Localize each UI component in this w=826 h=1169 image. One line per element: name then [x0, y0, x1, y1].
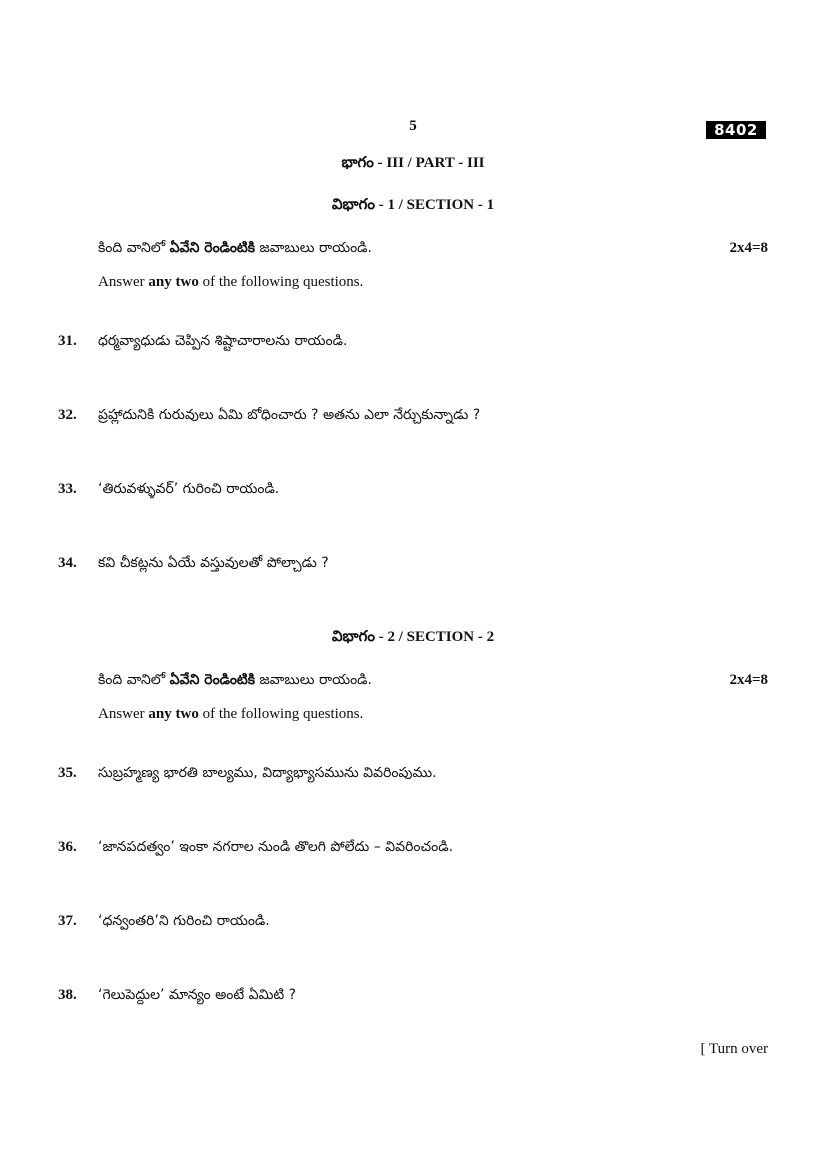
section-2-instruction-english [98, 706, 363, 723]
instruction-bold: any two [148, 706, 199, 722]
question-text: ‘జానపదత్వం’ ఇంకా నగరాల నుండి తొలగి పోలేదు – వివరించండి. [98, 839, 454, 855]
question-number: 34. [58, 555, 77, 571]
question-number: 32. [58, 407, 77, 423]
question-text: ‘తిరువళ్ళువర్’ గురించి రాయండి. [98, 481, 280, 497]
page-number: 5 [409, 118, 417, 134]
question-38 [58, 987, 296, 1006]
section-2-marks: 2x4=8 [729, 672, 768, 688]
question-34 [58, 555, 329, 574]
question-number: 33. [58, 481, 77, 497]
question-number: 38. [58, 987, 77, 1003]
part-title: భాగం - III / PART - III [341, 155, 485, 171]
instruction-pre: Answer [98, 706, 149, 722]
question-37 [58, 913, 270, 932]
section-1-instruction-telugu [98, 240, 372, 259]
question-text: ‘ధన్వంతరి’ని గురించి రాయండి. [98, 913, 270, 929]
question-36 [58, 839, 453, 858]
paper-code-badge: 8402 [706, 121, 766, 139]
instruction-pre: Answer [98, 274, 149, 290]
turn-over-note: [ Turn over [700, 1041, 768, 1057]
section-1-marks: 2x4=8 [729, 240, 768, 256]
question-number: 37. [58, 913, 77, 929]
question-33 [58, 481, 279, 500]
instruction-post: జవాబులు రాయండి. [255, 240, 372, 256]
question-number: 35. [58, 765, 77, 781]
question-text: కవి చీకట్లను ఏయే వస్తువులతో పోల్చాడు ? [98, 555, 329, 571]
instruction-bold: ఏవేని రెండింటికి [169, 672, 256, 688]
question-text: ధర్మవ్యాధుడు చెప్పిన శిష్టాచారాలను రాయండి. [98, 333, 348, 349]
instruction-bold: ఏవేని రెండింటికి [169, 240, 256, 256]
instruction-pre: కింది వానిలో [98, 672, 170, 688]
question-text: ‘గెలుపెద్దుల’ మాన్యం అంటే ఏమిటి ? [98, 987, 297, 1003]
question-35 [58, 765, 437, 784]
section-1-title: విభాగం - 1 / SECTION - 1 [331, 197, 495, 213]
instruction-post: of the following questions. [198, 274, 364, 290]
instruction-pre: కింది వానిలో [98, 240, 170, 256]
instruction-post: of the following questions. [198, 706, 364, 722]
section-2-instruction-telugu [98, 672, 372, 691]
section-2-title: విభాగం - 2 / SECTION - 2 [331, 629, 495, 645]
question-text: సుబ్రహ్మణ్య భారతి బాల్యము, విద్యాభ్యాసమును వివరింపుము. [98, 765, 437, 781]
instruction-bold: any two [148, 274, 199, 290]
question-number: 36. [58, 839, 77, 855]
section-1-instruction-english [98, 274, 363, 291]
question-31 [58, 333, 347, 352]
question-32 [58, 407, 480, 426]
instruction-post: జవాబులు రాయండి. [255, 672, 372, 688]
question-text: ప్రహ్లాదునికి గురువులు ఏమి బోధించారు ? అతను ఎలా నేర్చుకున్నాడు ? [98, 407, 481, 423]
question-number: 31. [58, 333, 77, 349]
